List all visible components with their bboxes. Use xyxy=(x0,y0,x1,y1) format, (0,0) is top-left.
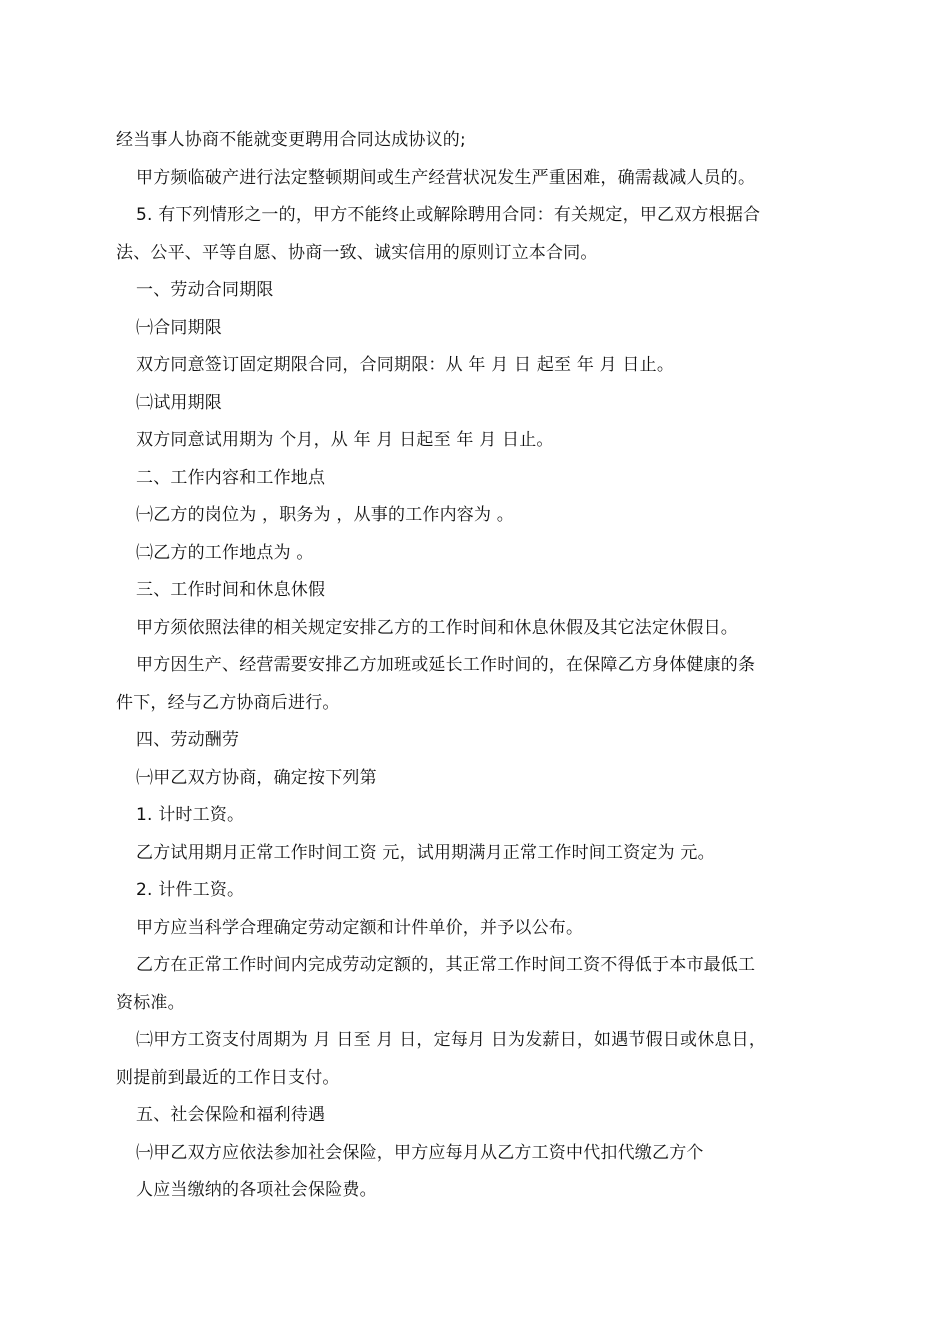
section-heading: 一、劳动合同期限 xyxy=(136,280,274,300)
section-heading: 五、社会保险和福利待遇 xyxy=(136,1105,326,1125)
text-line: ㈡乙方的工作地点为 。 xyxy=(136,542,314,563)
section-heading: 二、工作内容和工作地点 xyxy=(136,467,326,488)
text-line: 甲方须依照法律的相关规定安排乙方的工作时间和休息休假及其它法定休假日。 xyxy=(136,617,738,638)
text-line: 资标准。 xyxy=(116,992,185,1013)
list-item: 2. 计件工资。 xyxy=(136,880,245,900)
text-line: 乙方试用期月正常工作时间工资 元，试用期满月正常工作时间工资定为 元。 xyxy=(136,842,715,863)
text-line: 甲方频临破产进行法定整顿期间或生产经营状况发生严重困难，确需裁减人员的。 xyxy=(136,167,756,188)
text-line: 经当事人协商不能就变更聘用合同达成协议的; xyxy=(116,130,466,150)
text-line: 甲方因生产、经营需要安排乙方加班或延长工作时间的，在保障乙方身体健康的条 xyxy=(136,655,756,675)
text-line: ㈠甲乙双方协商，确定按下列第 xyxy=(136,767,377,788)
text-line: 5. 有下列情形之一的，甲方不能终止或解除聘用合同：有关规定，甲乙双方根据合 xyxy=(136,205,761,225)
text-line: 乙方在正常工作时间内完成劳动定额的，其正常工作时间工资不得低于本市最低工 xyxy=(136,955,756,975)
text-line: ㈠乙方的岗位为 ，职务为 ，从事的工作内容为 。 xyxy=(136,505,515,525)
list-item: 1. 计时工资。 xyxy=(136,805,245,825)
section-heading: 四、劳动酬劳 xyxy=(136,730,240,750)
subsection-heading: ㈡试用期限 xyxy=(136,392,222,413)
text-line: 人应当缴纳的各项社会保险费。 xyxy=(136,1180,377,1200)
text-line: 件下，经与乙方协商后进行。 xyxy=(116,692,340,713)
section-heading: 三、工作时间和休息休假 xyxy=(136,580,326,600)
text-line: 甲方应当科学合理确定劳动定额和计件单价，并予以公布。 xyxy=(136,917,584,938)
text-line: ㈡甲方工资支付周期为 月 日至 月 日，定每月 日为发薪日，如遇节假日或休息日， xyxy=(136,1030,767,1050)
text-line: 双方同意签订固定期限合同，合同期限：从 年 月 日 起至 年 月 日止。 xyxy=(136,355,675,375)
text-line: 法、公平、平等自愿、协商一致、诚实信用的原则订立本合同。 xyxy=(116,242,598,263)
text-line: 则提前到最近的工作日支付。 xyxy=(116,1067,340,1088)
document-body xyxy=(116,122,846,1210)
text-line: ㈠甲乙双方应依法参加社会保险，甲方应每月从乙方工资中代扣代缴乙方个 xyxy=(136,1142,704,1163)
subsection-heading: ㈠合同期限 xyxy=(136,317,222,338)
text-line: 双方同意试用期为 个月，从 年 月 日起至 年 月 日止。 xyxy=(136,430,554,450)
